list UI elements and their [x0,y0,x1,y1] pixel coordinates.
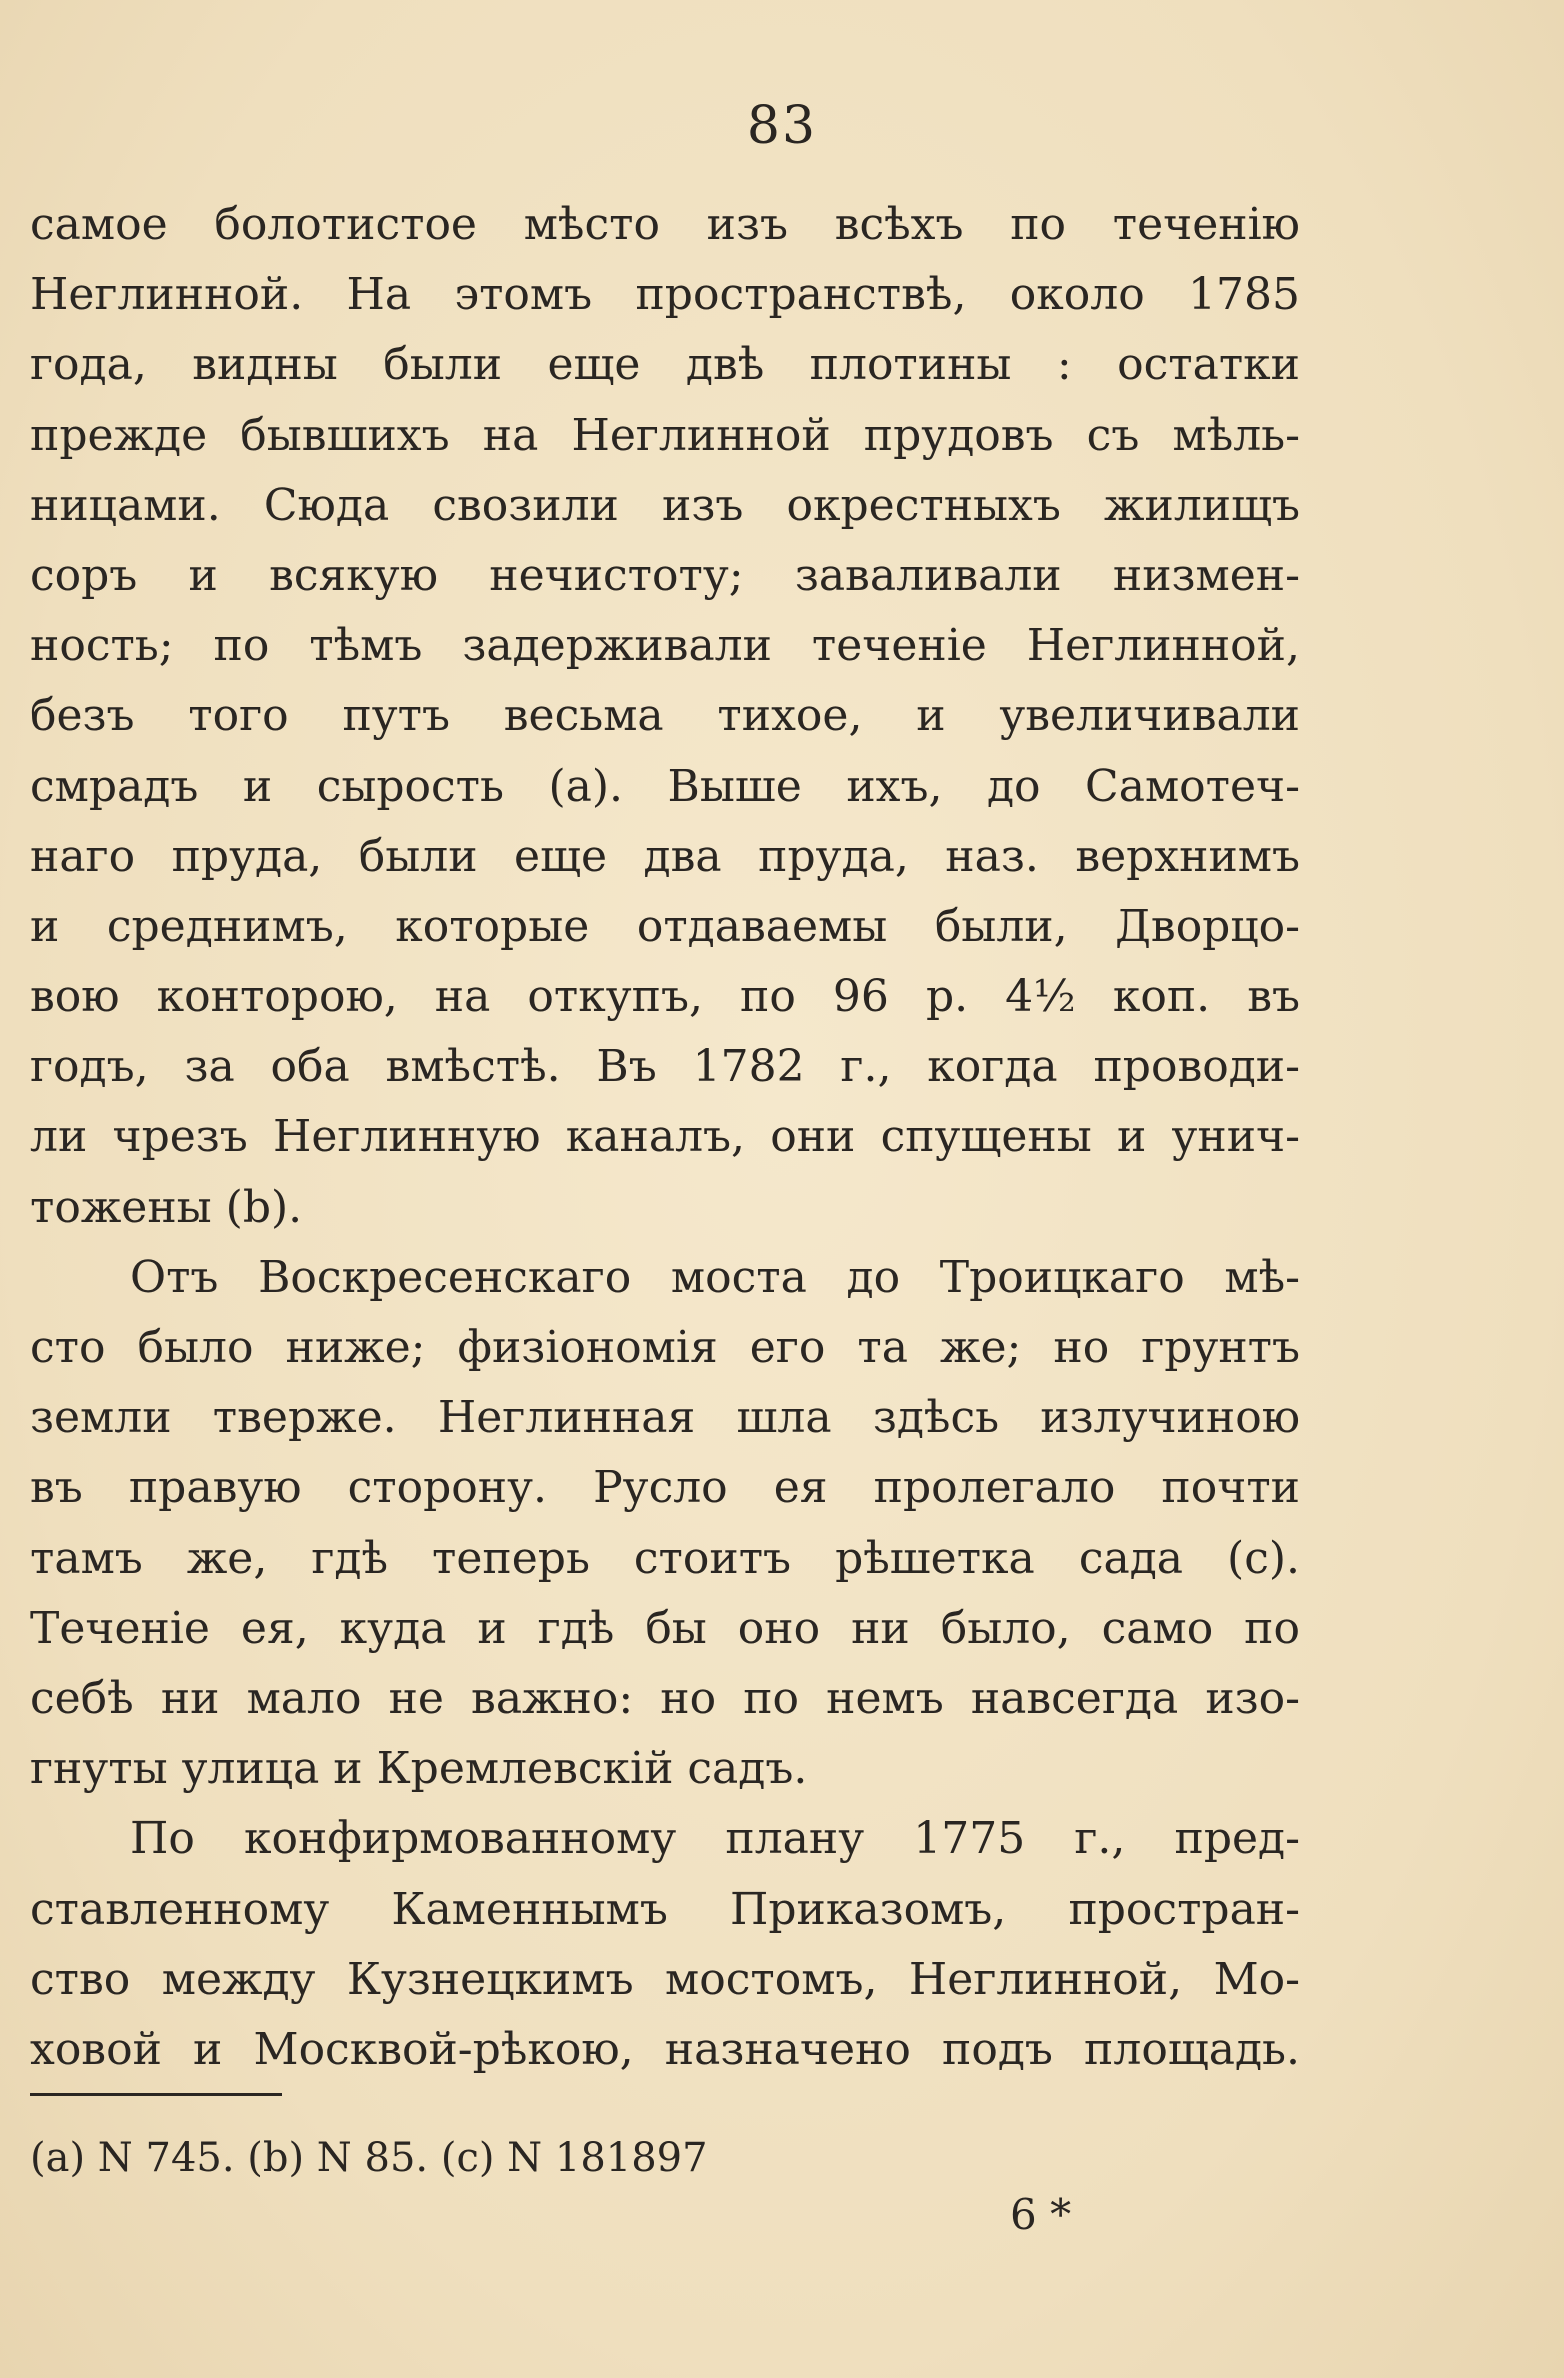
text-line: годъ, за оба вмѣстѣ. Въ 1782 г., когда проводи- [30,1041,1300,1093]
text-line: соръ и всякую нечистоту; заваливали низмен- [30,549,1300,601]
footnote-divider [30,2093,282,2096]
text-line: вою конторою, на откупъ, по 96 р. 4½ коп. въ [30,971,1300,1023]
text-line: ницами. Сюда свозили изъ окрестныхъ жилищъ [30,479,1300,531]
text-line: себѣ ни мало не важно: но по немъ навсегда изо- [30,1672,1300,1724]
text-line: гнуты улица и Кремлевскій садъ. [30,1743,808,1795]
text-line: земли тверже. Неглинная шла здѣсь излучиною [30,1392,1300,1444]
text-line: прежде бывшихъ на Неглинной прудовъ съ мѣль- [30,409,1300,461]
footnotes: (a) N 745. (b) N 85. (c) N 181897 [30,2135,708,2181]
signature-mark: 6 * [1010,2190,1072,2239]
text-line: года, видны были еще двѣ плотины : остатки [30,339,1300,391]
text-line: ли чрезъ Неглинную каналъ, они спущены и унич- [30,1111,1300,1163]
text-line: и среднимъ, которые отдаваемы были, Дворцо- [30,900,1300,952]
text-line: Отъ Воскресенскаго моста до Троицкаго мѣ- [130,1251,1300,1303]
text-line: самое болотистое мѣсто изъ всѣхъ по теченію [30,199,1300,250]
text-line: тожены (b). [30,1181,303,1233]
text-line: смрадъ и сырость (а). Выше ихъ, до Самотеч- [30,760,1300,812]
text-line: Неглинной. На этомъ пространствѣ, около 1785 [30,269,1300,321]
text-line: тамъ же, гдѣ теперь стоитъ рѣшетка сада (с). [30,1532,1300,1584]
body-text [30,190,1300,2085]
text-line: безъ того путъ весьма тихое, и увеличивали [30,690,1300,742]
paragraph-2 [30,1243,1300,1805]
paragraph-3 [30,1804,1300,2085]
text-line: наго пруда, были еще два пруда, наз. верхнимъ [30,830,1300,882]
paragraph-1 [30,190,1300,1243]
text-line: ховой и Москвой-рѣкою, назначено подъ площадь. [30,2023,1300,2075]
text-line: ство между Кузнецкимъ мостомъ, Неглинной, Мо- [30,1953,1300,2005]
page-number: 83 [746,96,818,156]
text-line: въ правую сторону. Русло ея пролегало почти [30,1462,1300,1514]
text-line: Теченіе ея, куда и гдѣ бы оно ни было, само по [30,1602,1300,1654]
text-line: ность; по тѣмъ задерживали теченіе Неглинной, [30,620,1300,672]
text-line: По конфирмованному плану 1775 г., пред- [130,1813,1300,1865]
text-line: сто было ниже; физіономія его та же; но грунтъ [30,1322,1300,1373]
text-line: ставленному Каменнымъ Приказомъ, простран- [30,1883,1300,1935]
